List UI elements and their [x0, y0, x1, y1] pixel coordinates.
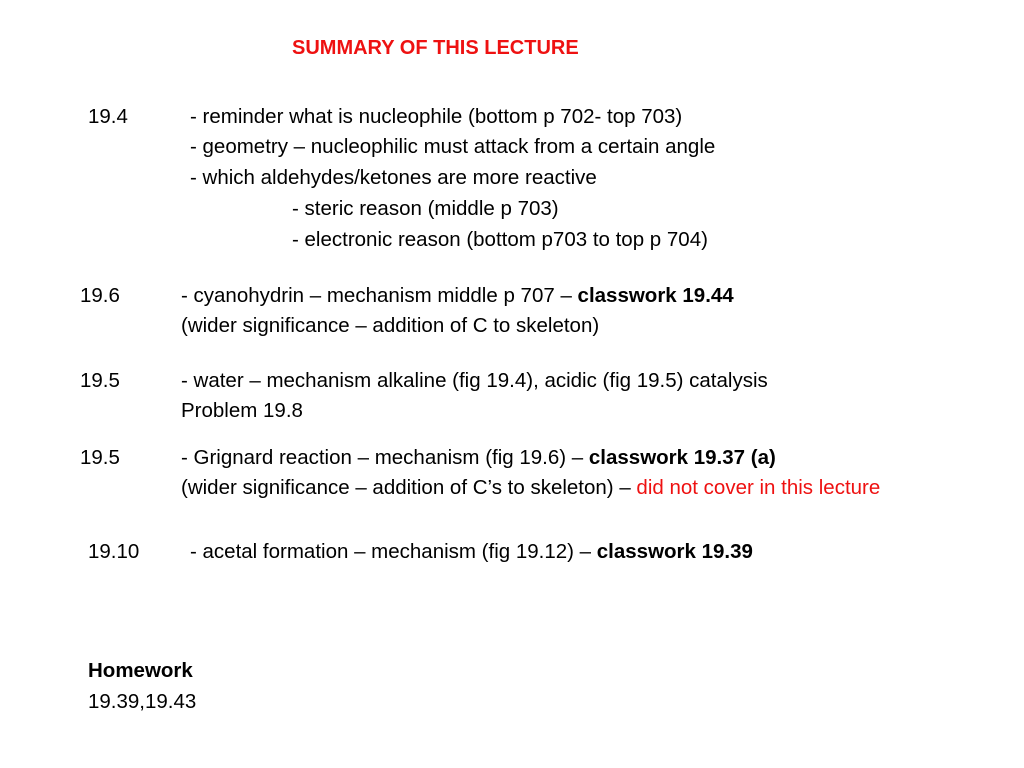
section-number: 19.5: [80, 446, 120, 469]
summary-line: - which aldehydes/ketones are more reactive: [190, 166, 597, 189]
homework-value: 19.39,19.43: [88, 690, 197, 713]
section-number: 19.10: [88, 540, 140, 563]
summary-line: [190, 540, 753, 564]
homework-label: Homework: [88, 659, 193, 682]
summary-text: - Grignard reaction – mechanism (fig 19.6) –: [181, 446, 589, 469]
section-number: 19.6: [80, 284, 120, 307]
classwork-ref: classwork 19.37 (a): [588, 446, 776, 469]
summary-line: [181, 446, 776, 470]
summary-line: Problem 19.8: [181, 399, 303, 422]
classwork-ref: classwork 19.44: [577, 284, 734, 307]
summary-line: [181, 476, 1024, 500]
not-covered-note: did not cover in this lecture: [636, 476, 881, 499]
summary-subline: - steric reason (middle p 703): [292, 197, 559, 220]
slide-title: SUMMARY OF THIS LECTURE: [292, 37, 579, 59]
summary-text: - acetal formation – mechanism (fig 19.12) –: [190, 540, 597, 563]
summary-line: [181, 284, 734, 308]
summary-line: - water – mechanism alkaline (fig 19.4), acidic (fig 19.5) catalysis: [181, 369, 768, 392]
summary-subline: - electronic reason (bottom p703 to top p 704): [292, 228, 708, 251]
summary-line: - geometry – nucleophilic must attack from a certain angle: [190, 135, 716, 158]
section-number: 19.5: [80, 369, 120, 392]
summary-line: (wider significance – addition of C to skeleton): [181, 314, 600, 337]
summary-text: (wider significance – addition of C’s to skeleton) –: [181, 476, 637, 499]
summary-line: - reminder what is nucleophile (bottom p 702- top 703): [190, 105, 683, 128]
classwork-ref: classwork 19.39: [596, 540, 753, 563]
section-number: 19.4: [88, 105, 128, 128]
summary-text: - cyanohydrin – mechanism middle p 707 –: [181, 284, 578, 307]
